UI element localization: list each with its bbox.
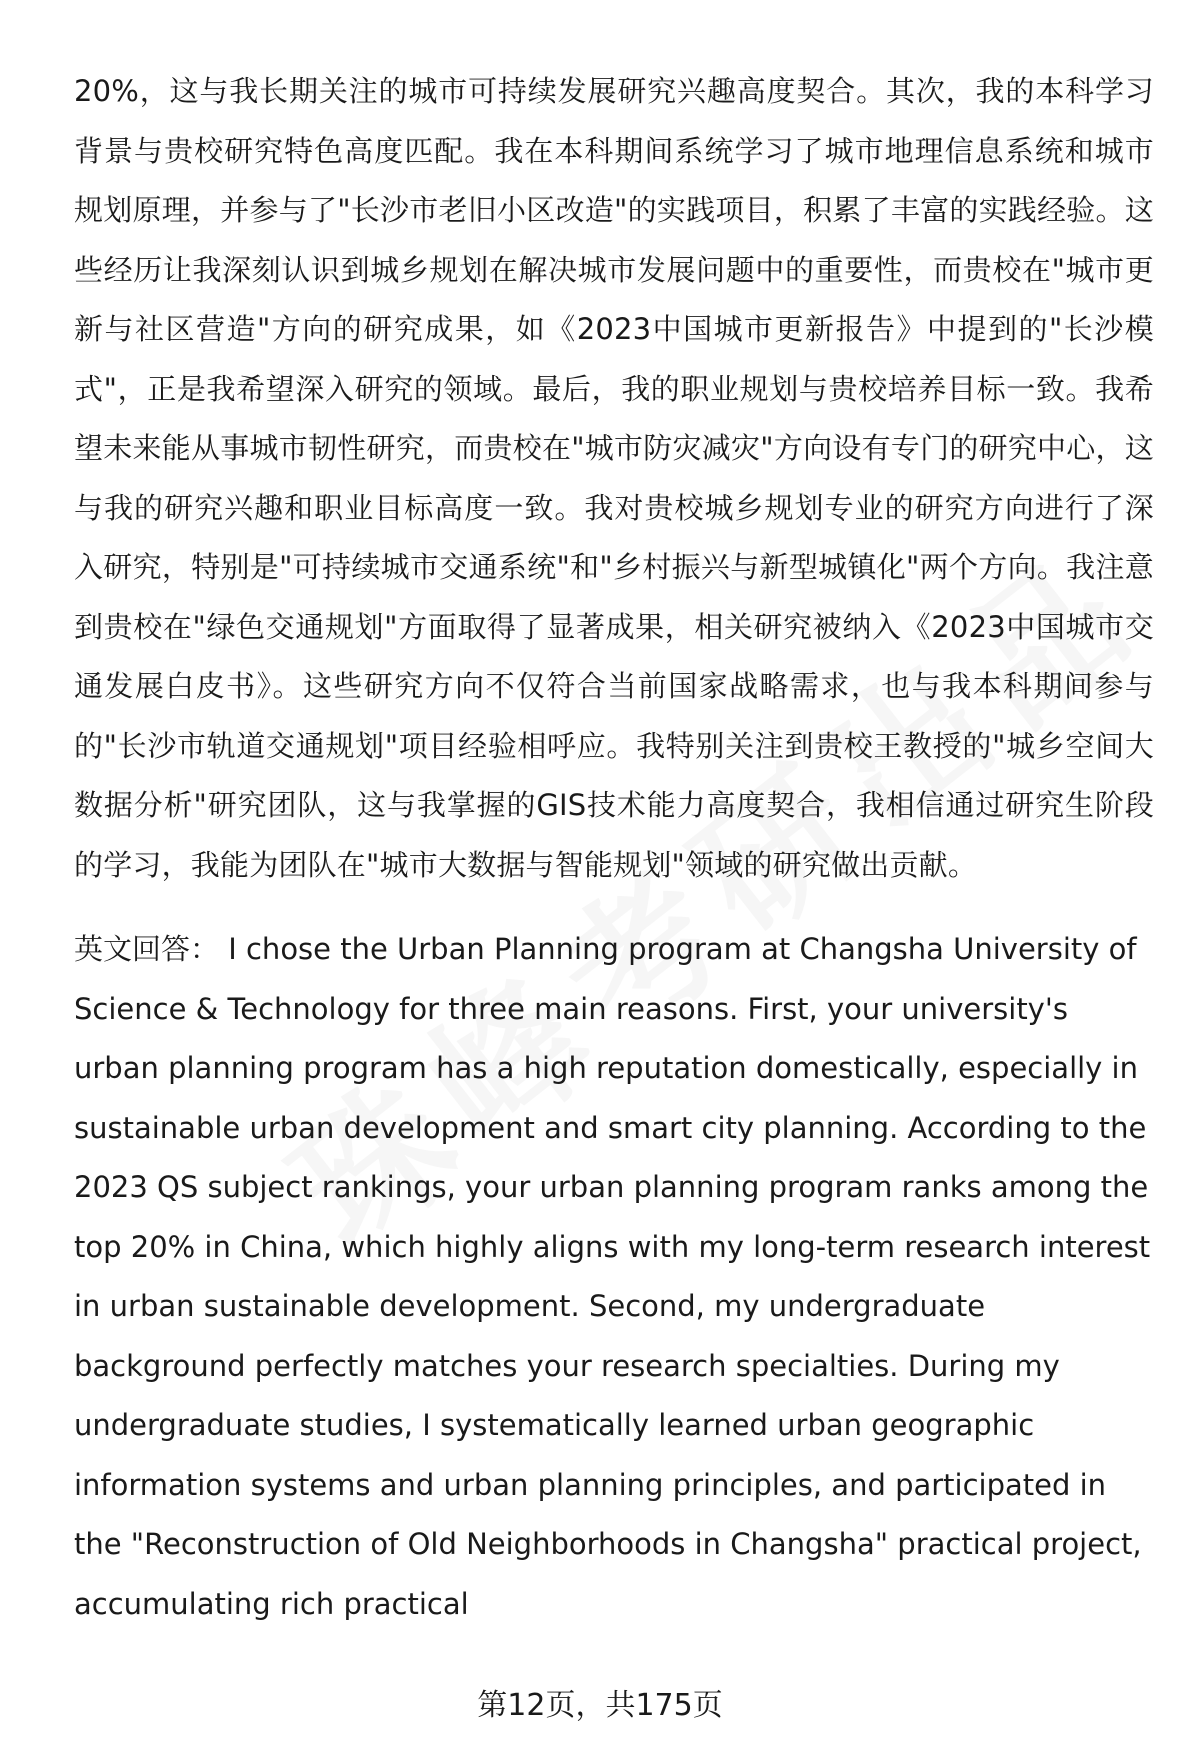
paragraph-chinese: 20%，这与我长期关注的城市可持续发展研究兴趣高度契合。其次，我的本科学习背景与贵校研究特色高度匹配。我在本科期间系统学习了城市地理信息系统和城市规划原理，并参与了"长沙市老旧小区改造"的实践项目，积累了丰富的实践经验。这些经历让我深刻认识到城乡规划在解决城市发展问题中的重要性，而贵校在"城市更新与社区营造"方向的研究成果，如《2023中国城市更新报告》中提到的"长沙模式"，正是我希望深入研究的领域。最后，我的职业规划与贵校培养目标一致。我希望未来能从事城市韧性研究，而贵校在"城市防灾减灾"方向设有专门的研究中心，这与我的研究兴趣和职业目标高度一致。我对贵校城乡规划专业的研究方向进行了深入研究，特别是"可持续城市交通系统"和"乡村振兴与新型城镇化"两个方向。我注意到贵校在"绿色交通规划"方面取得了显著成果，相关研究被纳入《2023中国城市交通发展白皮书》。这些研究方向不仅符合当前国家战略需求，也与我本科期间参与的"长沙市轨道交通规划"项目经验相呼应。我特别关注到贵校王教授的"城乡空间大数据分析"研究团队，这与我掌握的GIS技术能力高度契合，我相信通过研究生阶段的学习，我能为团队在"城市大数据与智能规划"领域的研究做出贡献。 bbox=[74, 74, 1154, 882]
page-number-footer: 第12页，共175页 bbox=[477, 1688, 723, 1723]
paragraph-english: 英文回答： I chose the Urban Planning program at Changsha University of Science & Technology for three main reasons. First, your university's urban planning program has a high reputation domestically, especially in sustainable urban development and smart city planning. According to the 2023 QS subject rankings, your urban planning program ranks among the top 20% in China, which highly aligns with my long-term research interest in urban sustainable development. Second, my undergraduate background perfectly matches your research specialties. During my undergraduate studies, I systematically learned urban geographic information systems and urban planning principles, and participated in the "Reconstruction of Old Neighborhoods in Changsha" practical project, accumulating rich practical bbox=[74, 932, 1151, 1621]
document-body bbox=[74, 62, 1154, 1634]
